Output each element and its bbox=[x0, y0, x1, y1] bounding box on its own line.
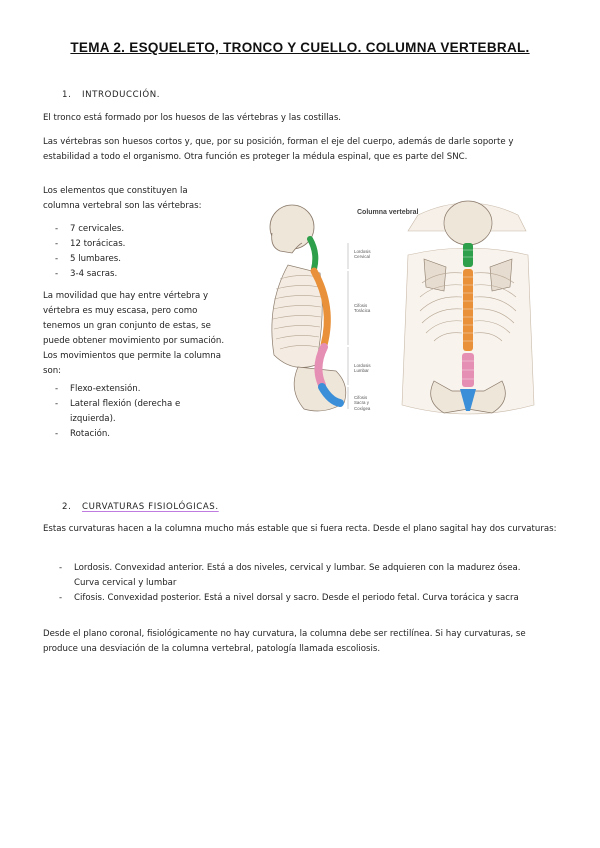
list-item: - Lateral flexión (derecha e izquierda). bbox=[53, 397, 223, 427]
label-line: Lordosis bbox=[354, 363, 371, 368]
section-1-title: INTRODUCCIÓN. bbox=[82, 90, 161, 100]
cervical-lateral bbox=[310, 239, 315, 269]
label-line: Lordosis bbox=[354, 249, 371, 254]
page-title: TEMA 2. ESQUELETO, TRONCO Y CUELLO. COLUMNA VERTEBRAL. bbox=[70, 40, 530, 55]
intro-paragraph-4: La movilidad que hay entre vértebra y vértebra es muy escasa, pero como tenemos un gran conjunto de estas, se puede obtener movimiento por sumación. Los movimientos que permite la columna son: bbox=[43, 291, 225, 376]
label-line: Coxígea bbox=[354, 405, 371, 411]
cervical-posterior bbox=[463, 243, 473, 267]
posterior-skeleton bbox=[402, 201, 534, 414]
label-line: Torácica bbox=[354, 308, 371, 314]
lateral-skeleton bbox=[270, 205, 346, 411]
list-item: - 3-4 sacras. bbox=[53, 267, 223, 282]
figure-title: Columna vertebral bbox=[357, 209, 419, 216]
lumbar-lateral bbox=[318, 347, 324, 385]
section-2-number: 2. bbox=[62, 502, 72, 512]
list-item: - Rotación. bbox=[53, 427, 223, 442]
label-cifosis-sacra bbox=[354, 395, 370, 411]
vertebrae-list bbox=[53, 222, 223, 282]
spine-illustration bbox=[258, 195, 554, 425]
section-2-heading bbox=[62, 502, 219, 512]
label-lordosis-lumbar bbox=[354, 363, 371, 374]
intro-paragraph-2: Las vértebras son huesos cortos y, que, por su posición, forman el eje del cuerpo, además de darle soporte y estabilidad a todo el organismo. Otra función es proteger la médula espinal, que es parte del SNC. bbox=[43, 137, 514, 162]
label-line: Cifosis bbox=[354, 395, 368, 400]
list-item: - 5 lumbares. bbox=[53, 252, 223, 267]
skull-posterior bbox=[444, 201, 492, 245]
curves-paragraph-1: Estas curvaturas hacen a la columna mucho más estable que si fuera recta. Desde el plano sagital hay dos curvaturas: bbox=[43, 524, 557, 534]
curves-paragraph-2: Desde el plano coronal, fisiológicamente no hay curvatura, la columna debe ser rectilínea. Si hay curvaturas, se produce una desviación de la columna vertebral, patología llamada escoliosis. bbox=[43, 629, 526, 654]
label-cifosis-toracica bbox=[354, 303, 370, 314]
movements-list bbox=[53, 382, 223, 442]
intro-paragraph-3: Los elementos que constituyen la columna vertebral son las vértebras: bbox=[43, 186, 202, 211]
list-item: - Flexo-extensión. bbox=[53, 382, 223, 397]
spine-figure bbox=[258, 195, 554, 425]
section-1-heading bbox=[62, 90, 160, 100]
label-line: Cervical bbox=[354, 254, 370, 260]
intro-paragraph-1: El tronco está formado por los huesos de las vértebras y las costillas. bbox=[43, 113, 342, 123]
list-item: - Cifosis. Convexidad posterior. Está a nivel dorsal y sacro. Desde el periodo fetal. Curva torácica y sacra bbox=[57, 591, 535, 606]
list-item: - 12 torácicas. bbox=[53, 237, 223, 252]
label-line: Sacra y bbox=[354, 400, 369, 406]
label-line: Lumbar bbox=[354, 368, 369, 374]
curves-list bbox=[57, 561, 535, 606]
section-2-title: CURVATURAS FISIOLÓGICAS. bbox=[82, 502, 219, 512]
label-lordosis-cervical bbox=[354, 249, 371, 260]
list-item: - 7 cervicales. bbox=[53, 222, 223, 237]
label-line: Cifosis bbox=[354, 303, 368, 308]
list-item: - Lordosis. Convexidad anterior. Está a dos niveles, cervical y lumbar. Se adquieren con la madurez ósea. Curva cervical y lumbar bbox=[57, 561, 535, 591]
section-1-number: 1. bbox=[62, 90, 72, 100]
thoracic-posterior bbox=[463, 269, 473, 351]
